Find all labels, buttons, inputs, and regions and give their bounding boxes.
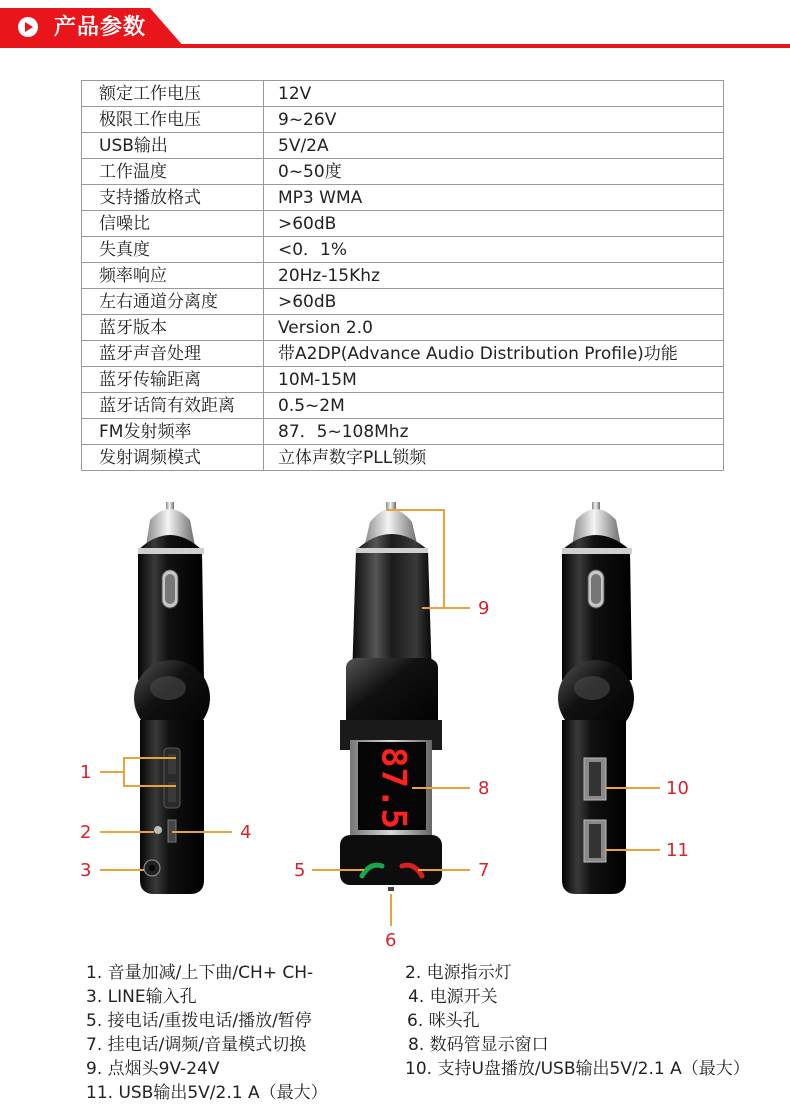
legend-item-10: 10. 支持U盘播放/USB输出5V/2.1 A（最大） xyxy=(405,1059,750,1079)
spec-value: 立体声数字PLL锁频 xyxy=(264,445,724,471)
legend-item-3: 3. LINE输入孔 xyxy=(86,987,197,1007)
spec-label: 频率响应 xyxy=(82,263,264,289)
legend-item-9: 9. 点烟头9V-24V xyxy=(86,1059,220,1079)
spec-value: >60dB xyxy=(264,211,724,237)
spec-value: <0．1% xyxy=(264,237,724,263)
product-figure xyxy=(0,490,790,950)
spec-label: 蓝牙话筒有效距离 xyxy=(82,393,264,419)
left-side-view xyxy=(134,502,210,894)
spec-row xyxy=(82,185,724,211)
spec-row xyxy=(82,393,724,419)
spec-label: 额定工作电压 xyxy=(82,81,264,107)
spec-value: 9~26V xyxy=(264,107,724,133)
spec-value: 0~50度 xyxy=(264,159,724,185)
callout-6: 6 xyxy=(385,930,397,950)
spec-label: FM发射频率 xyxy=(82,419,264,445)
right-side-view xyxy=(558,502,634,894)
spec-row xyxy=(82,211,724,237)
spec-value: 12V xyxy=(264,81,724,107)
spec-label: 支持播放格式 xyxy=(82,185,264,211)
spec-label: 信噪比 xyxy=(82,211,264,237)
callout-4: 4 xyxy=(240,822,252,843)
callout-1: 1 xyxy=(80,762,92,783)
spec-value: 20Hz-15Khz xyxy=(264,263,724,289)
spec-value: 87．5~108Mhz xyxy=(264,419,724,445)
legend-item-6: 6. 咪头孔 xyxy=(407,1011,480,1031)
center-front-view xyxy=(340,502,442,891)
spec-label: 蓝牙版本 xyxy=(82,315,264,341)
spec-row xyxy=(82,315,724,341)
spec-row xyxy=(82,263,724,289)
spec-label: 左右通道分离度 xyxy=(82,289,264,315)
section-title: 产品参数 xyxy=(54,15,147,40)
spec-label: 工作温度 xyxy=(82,159,264,185)
led-display: 87.5 xyxy=(373,747,414,829)
play-arrow-icon xyxy=(25,22,33,32)
spec-value: 带A2DP(Advance Audio Distribution Profile)功能 xyxy=(264,341,724,367)
callout-2: 2 xyxy=(80,822,92,843)
callout-8: 8 xyxy=(478,778,490,799)
callout-9: 9 xyxy=(478,598,490,619)
spec-row xyxy=(82,289,724,315)
spec-row xyxy=(82,159,724,185)
spec-label: 失真度 xyxy=(82,237,264,263)
callout-7: 7 xyxy=(478,860,490,881)
spec-row xyxy=(82,341,724,367)
spec-label: 极限工作电压 xyxy=(82,107,264,133)
callout-11: 11 xyxy=(666,840,689,861)
spec-table xyxy=(81,80,724,471)
spec-label: 发射调频模式 xyxy=(82,445,264,471)
spec-row xyxy=(82,445,724,471)
spec-row xyxy=(82,419,724,445)
spec-row xyxy=(82,81,724,107)
legend-item-8: 8. 数码管显示窗口 xyxy=(408,1035,549,1055)
spec-row xyxy=(82,133,724,159)
spec-row xyxy=(82,107,724,133)
spec-value: 10M-15M xyxy=(264,367,724,393)
spec-value: Version 2.0 xyxy=(264,315,724,341)
spec-label: 蓝牙声音处理 xyxy=(82,341,264,367)
spec-label: USB输出 xyxy=(82,133,264,159)
callout-10: 10 xyxy=(666,778,689,799)
spec-label: 蓝牙传输距离 xyxy=(82,367,264,393)
spec-value: MP3 WMA xyxy=(264,185,724,211)
legend-item-11: 11. USB输出5V/2.1 A（最大） xyxy=(86,1083,328,1103)
legend-item-7: 7. 挂电话/调频/音量模式切换 xyxy=(86,1035,307,1055)
spec-value: 5V/2A xyxy=(264,133,724,159)
spec-value: 0.5~2M xyxy=(264,393,724,419)
callout-3: 3 xyxy=(80,860,92,881)
legend-item-4: 4. 电源开关 xyxy=(408,987,498,1007)
spec-row xyxy=(82,237,724,263)
legend-item-5: 5. 接电话/重拨电话/播放/暂停 xyxy=(86,1011,312,1031)
section-header xyxy=(0,0,790,50)
spec-row xyxy=(82,367,724,393)
spec-value: >60dB xyxy=(264,289,724,315)
callout-5: 5 xyxy=(294,860,306,881)
legend-item-2: 2. 电源指示灯 xyxy=(405,963,512,983)
legend-item-1: 1. 音量加减/上下曲/CH+ CH- xyxy=(86,963,314,983)
